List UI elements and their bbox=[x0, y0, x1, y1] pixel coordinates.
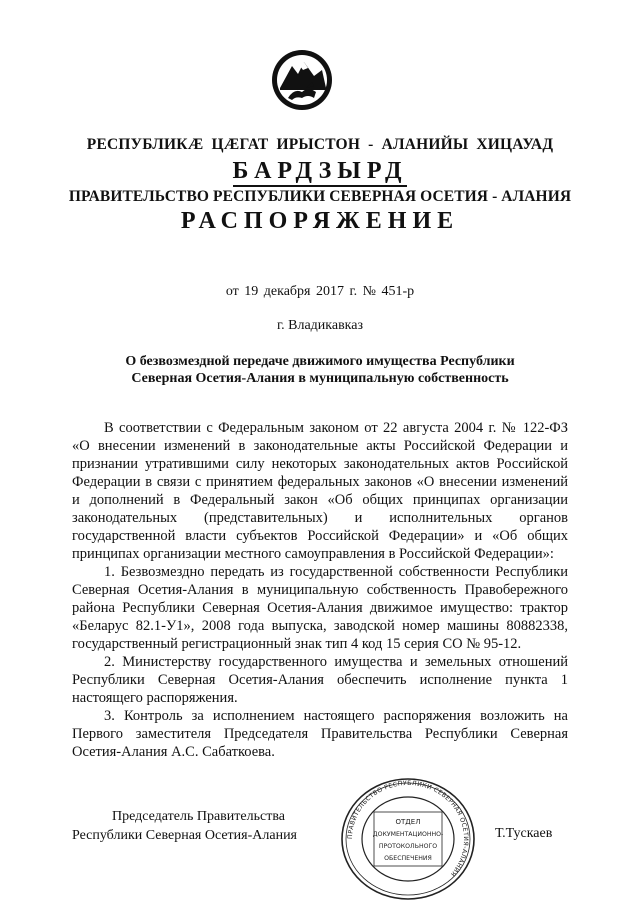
stamp-ring-text: ПРАВИТЕЛЬСТВО РЕСПУБЛИКИ СЕВЕРНАЯ ОСЕТИЯ-АЛАНИЯ bbox=[346, 779, 470, 878]
preamble-paragraph: В соответствии с Федеральным законом от 22 августа 2004 г. № 122-ФЗ «О внесении изменений в законодательные акты Российской Федерации и признании утратившими силу некоторых законодательных актов Российской Федерации в связи с принятием федеральных законов «О внесении изменений и дополнений в Федеральный закон «Об общих принципах организации законодательных (представительных) и исполнительных органов государственной власти субъектов Российской Федерации» и «Об общих принципах организации местного самоуправления в Российской Федерации»: bbox=[72, 420, 568, 562]
official-stamp-icon bbox=[338, 776, 478, 902]
document-type-ossetian: БАРДЗЫРД bbox=[0, 158, 640, 185]
stamp-line-2: ДОКУМЕНТАЦИОННО- bbox=[372, 831, 444, 838]
coat-of-arms-icon bbox=[270, 48, 334, 112]
signatory-position bbox=[72, 807, 297, 845]
svg-text:ПРАВИТЕЛЬСТВО РЕСПУБЛИКИ СЕВЕР bbox=[347, 780, 469, 878]
stamp-line-1: ОТДЕЛ bbox=[395, 818, 421, 826]
item-2-paragraph: 2. Министерству государственного имущества и земельных отношений Республики Северная Осетия-Алания обеспечить исполнение пункта 1 настоящего распоряжения. bbox=[72, 654, 568, 706]
signatory-name: Т.Тускаев bbox=[495, 826, 553, 841]
document-date-number: от 19 декабря 2017 г. № 451-р bbox=[225, 284, 415, 299]
document-body bbox=[72, 419, 568, 761]
document-type-russian: РАСПОРЯЖЕНИЕ bbox=[180, 208, 460, 234]
signatory-position-line2: Республики Северная Осетия-Алания bbox=[72, 828, 297, 843]
stamp-line-3: ПРОТОКОЛЬНОГО bbox=[378, 843, 438, 850]
republic-name-russian: ПРАВИТЕЛЬСТВО РЕСПУБЛИКИ СЕВЕРНАЯ ОСЕТИЯ - АЛАНИЯ bbox=[68, 188, 572, 205]
stamp-line-4: ОБЕСПЕЧЕНИЯ bbox=[384, 855, 432, 862]
document-title: О безвозмездной передаче движимого имущества Республики Северная Осетия-Алания в муниципальную собственность bbox=[125, 354, 515, 386]
item-1-paragraph: 1. Безвозмездно передать из государственной собственности Республики Северная Осетия-Алания в муниципальную собственность Правобережного района Республики Северная Осетия-Алания движимое имущество: трактор «Беларус 82.1-У1», 2008 года выпуска, заводской номер машины 80882338, государственный регистрационный знак тип 4 код 15 серия СО № 95-12. bbox=[72, 564, 568, 652]
document-city: г. Владикавказ bbox=[276, 318, 364, 333]
signatory-position-line1: Председатель Правительства bbox=[112, 809, 285, 824]
item-3-paragraph: 3. Контроль за исполнением настоящего распоряжения возложить на Первого заместителя Председателя Правительства Республики Северная Осетия-Алания А.С. Сабаткоева. bbox=[72, 708, 568, 760]
republic-name-ossetian: РЕСПУБЛИКӔ ЦӔГАТ ИРЫСТОН - АЛАНИЙЫ ХИЦАУАД bbox=[86, 136, 554, 153]
